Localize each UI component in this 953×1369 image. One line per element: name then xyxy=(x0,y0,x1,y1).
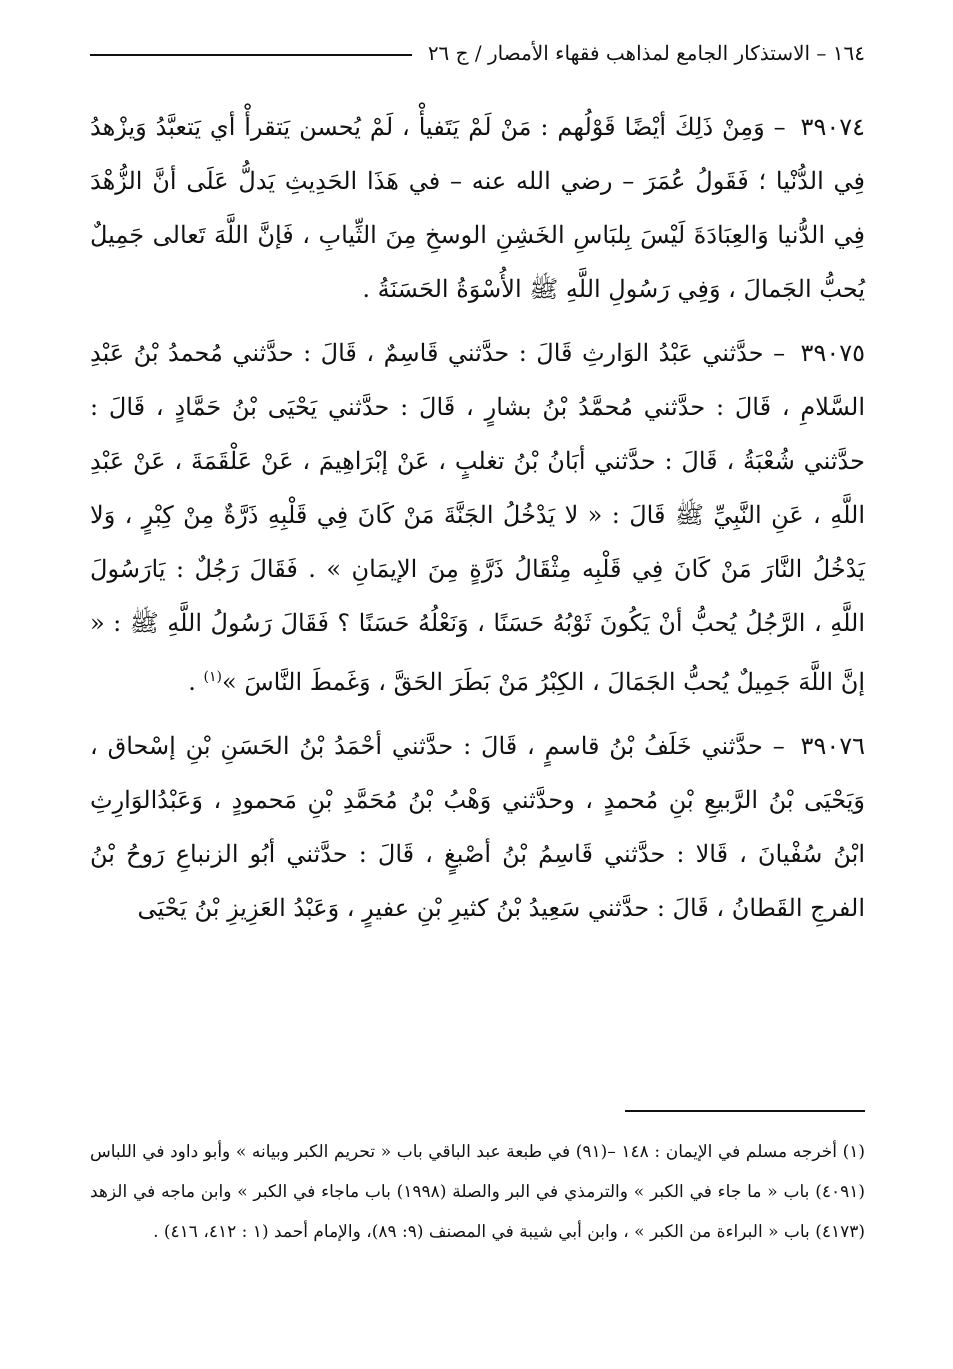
footnote-separator xyxy=(625,1110,865,1112)
main-text xyxy=(90,100,865,945)
paragraph-39075 xyxy=(90,326,865,709)
paragraph-text: – حدَّثني عَبْدُ الوَارثِ قَالَ : حدَّثني قَاسِمٌ ، قَالَ : حدَّثني مُحمدُ بْنُ عَبْدِ السَّلامِ ، قَالَ : حدَّثني مُحمَّدُ بْنُ بشارٍ ، قَالَ : حدَّثني يَحْيَى بْنُ حَمَّادٍ ، قَالَ : حدَّثني شُعْبَةُ ، قَالَ : حدَّثني أبَانُ بْنُ تغلبٍ ، عَنْ إبْرَاهِيمَ ، عَنْ عَلْقَمَةَ ، عَنْ عَبْدِ اللَّهِ ، عَنِ النَّبِيِّ ﷺ قَالَ : « لا يَدْخُلُ الجَنَّةَ مَنْ كَانَ فِي قَلْبِهِ ذَرَّةٌ مِنْ كِبْرٍ ، وَلا يَدْخُلُ النَّارَ مَنْ كَانَ فِي قَلْبِه مِثْقَالُ ذَرَّةٍ مِنَ الإيمَانِ » . فَقَالَ رَجُلٌ : يَارَسُولَ اللَّهِ ، الرَّجُلُ يُحبُّ أنْ يَكُونَ ثَوْبُهُ حَسَنًا ، وَنَعْلُهُ حَسَنًا ؟ فَقَالَ رَسُولُ اللَّهِ ﷺ : « إنَّ اللَّهَ جَمِيلٌ يُحبُّ الجَمَالَ ، الكِبْرُ مَنْ بَطَرَ الحَقَّ ، وَغَمطَ النَّاسَ » xyxy=(90,339,865,696)
paragraph-number: ٣٩٠٧٥ xyxy=(800,339,865,367)
header-rule xyxy=(90,54,412,56)
footnote: (١) أخرجه مسلم في الإيمان : ١٤٨ –(٩١) في طبعة عبد الباقي باب « تحريم الكبر وبيانه » وأبو داود في اللباس (٤٠٩١) باب « ما جاء في الكبر » والترمذي في البر والصلة (١٩٩٨) باب ماجاء في الكبر » وابن ماجه في الزهد (٤١٧٣) باب « البراءة من الكبر » ، وابن أبي شيبة في المصنف (٩: ٨٩)، والإمام أحمد (١ : ٤١٢، ٤١٦) . xyxy=(90,1142,865,1242)
paragraph-39074 xyxy=(90,100,865,316)
paragraph-text: – حدَّثني خَلَفُ بْنُ قاسمٍ ، قَالَ : حدَّثني أحْمَدُ بْنُ الحَسَنِ بْنِ إسْحاق ، وَيَحْيَى بْنُ الرَّبيعِ بْنِ مُحمدٍ ، وحدَّثني وَهْبُ بْنُ مُحَمَّدِ بْنِ مَحمودٍ ، وَعَبْدُالوَارِثِ ابْنُ سُفْيانَ ، قَالا : حدَّثني قَاسِمُ بْنُ أصْبغٍ ، قَالَ : حدَّثني أبُو الزنباعِ رَوحُ بْنُ الفرجِ القَطانُ ، قَالَ : حدَّثني سَعِيدُ بْنُ كثيرِ بْنِ عفيرٍ ، وَعَبْدُ العَزِيزِ بْنُ يَحْيَى xyxy=(90,732,865,922)
footnote-reference[interactable]: (١) xyxy=(203,669,223,685)
paragraph-number: ٣٩٠٧٦ xyxy=(800,732,865,760)
paragraph-number: ٣٩٠٧٤ xyxy=(800,113,865,141)
paragraph-text: – وَمِنْ ذَلِكَ أيْضًا قَوْلُهم : مَنْ لَمْ يَتَفيأْ ، لَمْ يُحسن يَتقرأْ أي يَتعبَّدُ وَيزْهدُ فِي الدُّنْيا ؛ فَقَولُ عُمَرَ – رضي الله عنه – في هَذَا الحَدِيثِ يَدلُّ عَلَى أنَّ الزُّهْدَ فِي الدُّنيا وَالعِبَادَةَ لَيْسَ بِلبَاسِ الخَشِنِ الوسخِ مِنَ الثِّيابِ ، فَإنَّ اللَّهَ تَعالى جَمِيلٌ يُحبُّ الجَمالَ ، وَفِي رَسُولِ اللَّهِ ﷺ الأُسْوَةُ الحَسَنَةُ . xyxy=(90,113,865,303)
paragraph-tail: . xyxy=(188,668,204,696)
paragraph-39076 xyxy=(90,719,865,935)
running-title: ١٦٤ – الاستذكار الجامع لمذاهب فقهاء الأمصار / ج ٢٦ xyxy=(427,41,865,65)
page-header xyxy=(90,38,865,68)
